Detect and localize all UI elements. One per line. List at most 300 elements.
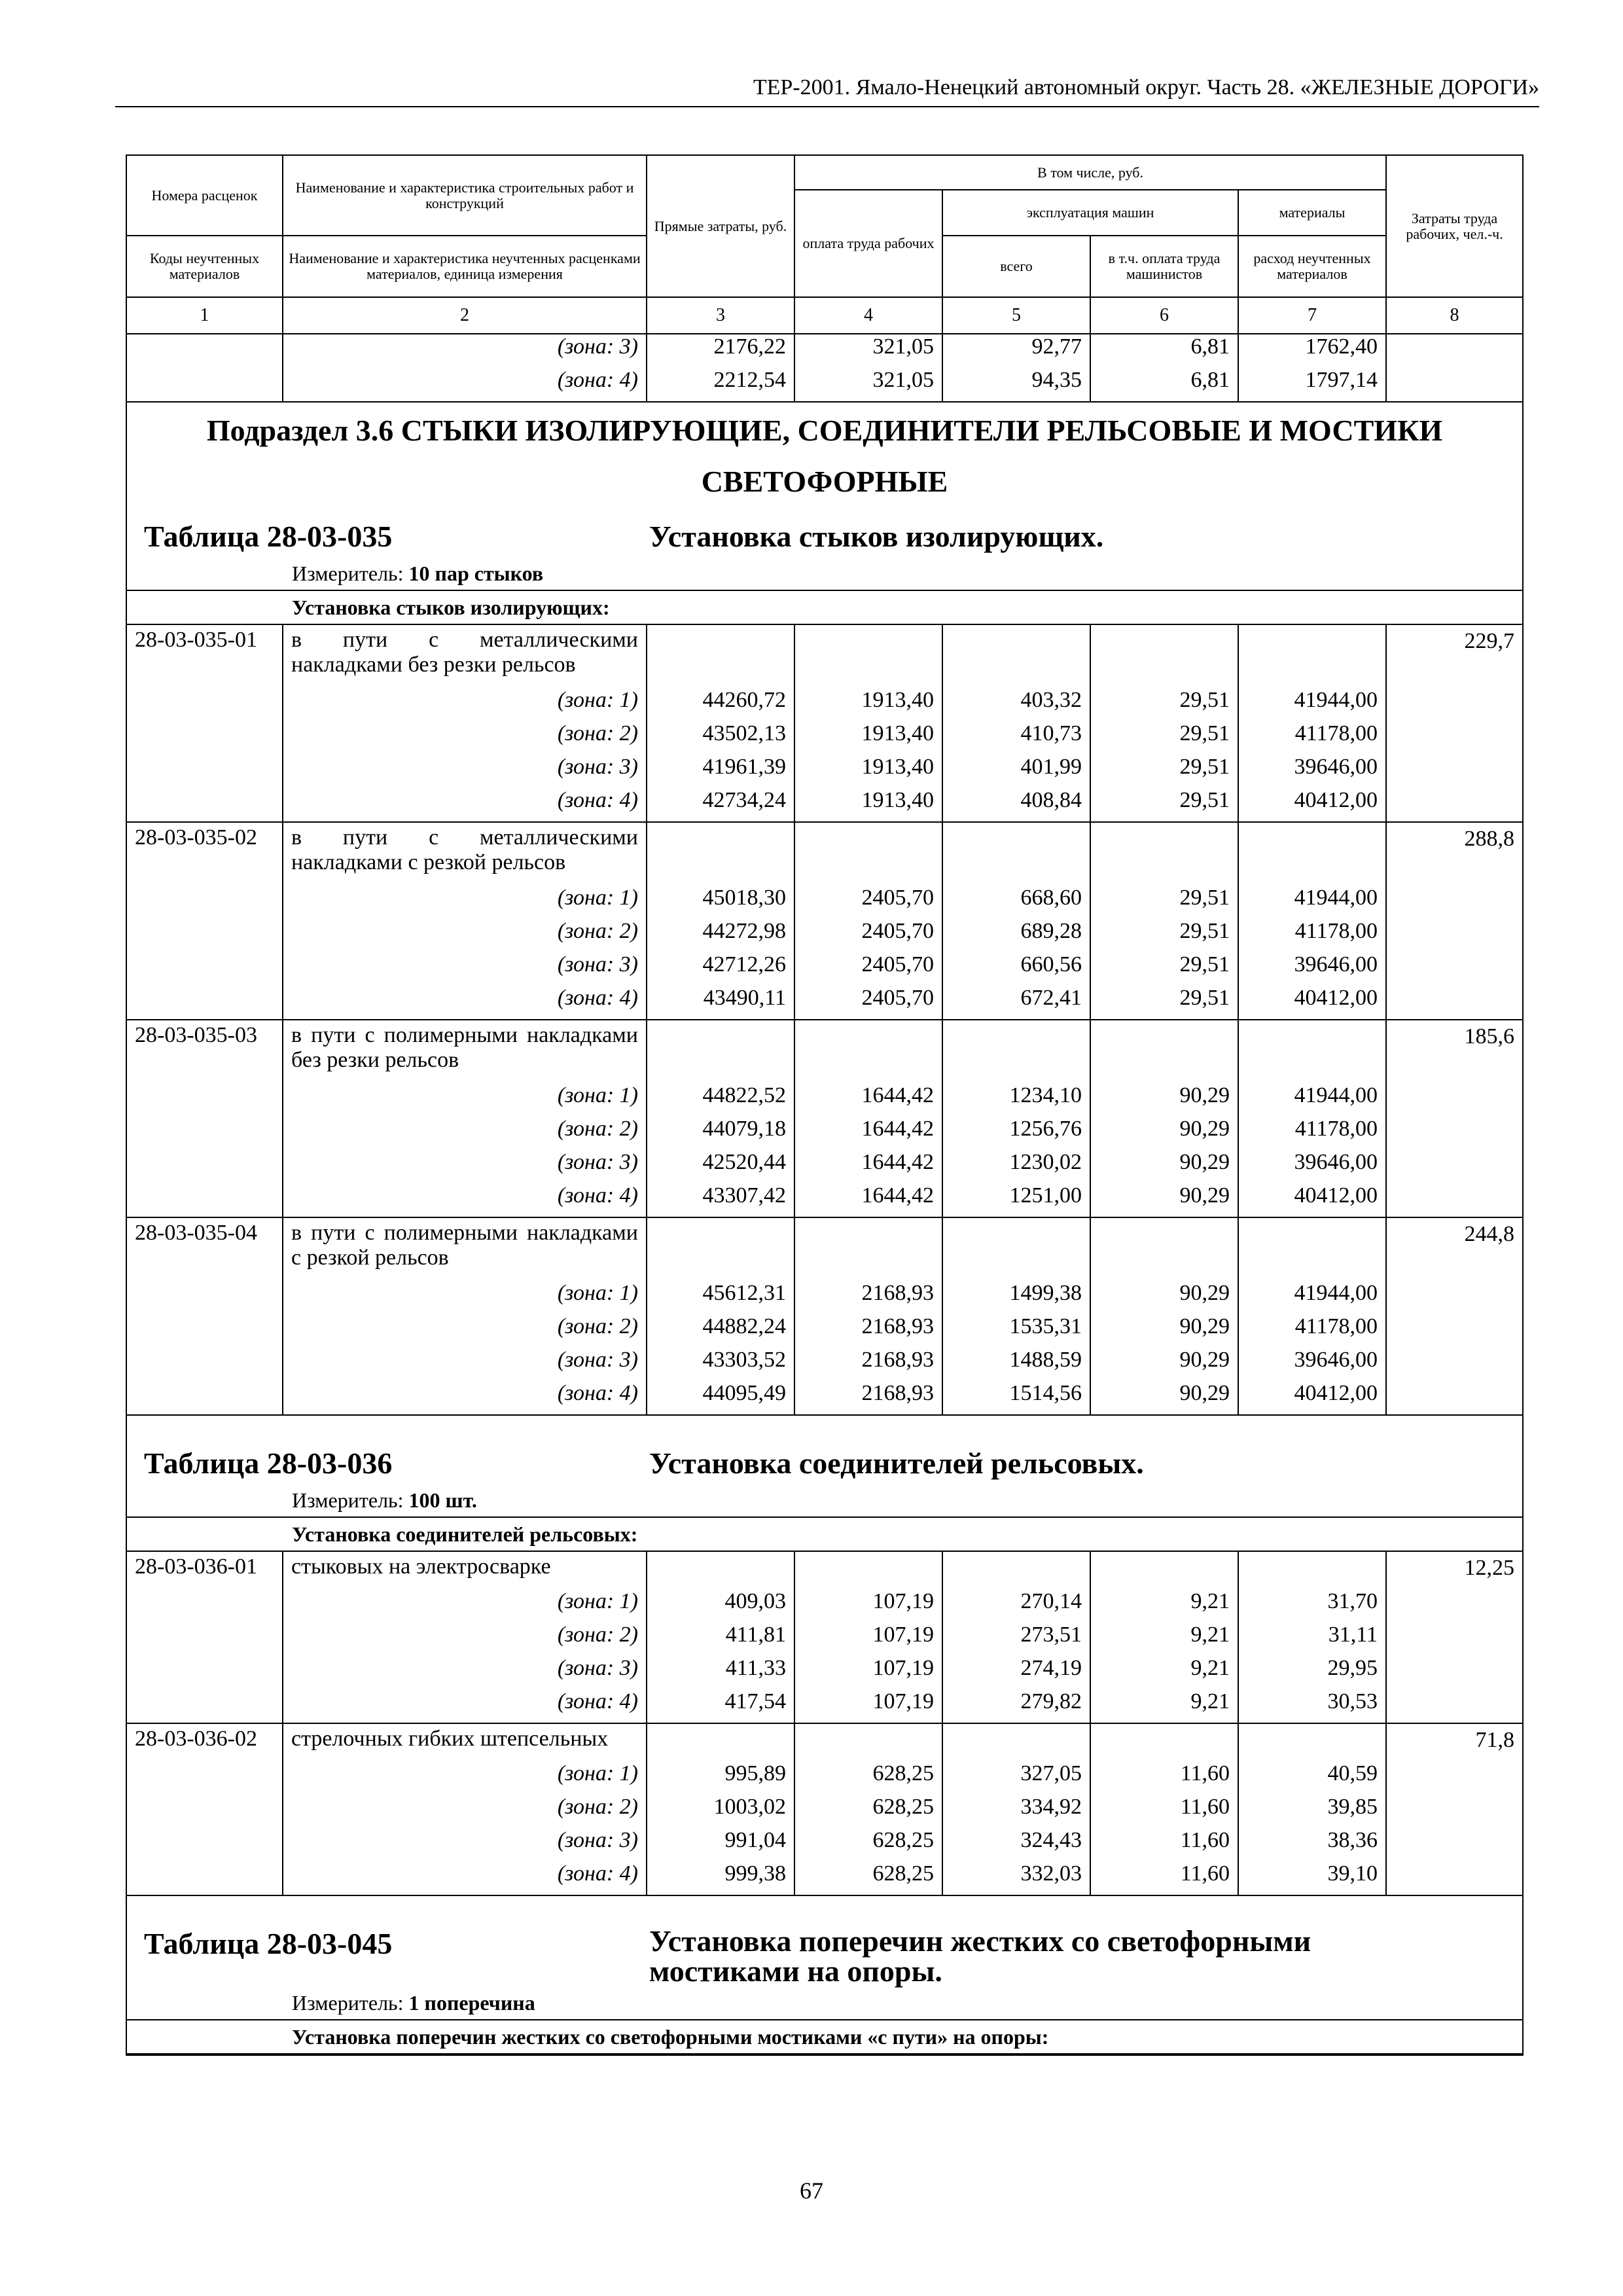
materials-cell: 41944,00 [1238,1083,1386,1117]
zone-row [127,1761,1522,1795]
zone-label: (зона: 3) [283,1348,647,1381]
col-number: 6 [1090,297,1238,333]
empty-cell [647,625,794,688]
direct-cost-cell: 44882,24 [647,1314,794,1348]
machines-cell: 270,14 [942,1589,1090,1623]
operators-wages-cell: 9,21 [1090,1689,1238,1723]
grid-table [127,625,1522,1416]
zone-label: (зона: 2) [283,721,647,755]
empty-cell [942,1217,1090,1281]
col-labor-header: Затраты труда рабочих, чел.-ч. [1386,156,1522,297]
zone-row [127,1314,1522,1348]
machines-cell: 689,28 [942,919,1090,952]
labor-cell [1386,1348,1522,1381]
wages-cell: 2168,93 [794,1314,942,1348]
materials-cell: 30,53 [1238,1689,1386,1723]
zone-row [127,1689,1522,1723]
materials-cell: 39646,00 [1238,952,1386,986]
direct-cost-cell: 44272,98 [647,919,794,952]
labor-cost: 185,6 [1386,1020,1522,1083]
materials-cell: 40412,00 [1238,986,1386,1020]
operators-wages-cell: 11,60 [1090,1761,1238,1795]
zone-label: (зона: 4) [283,1183,647,1217]
materials-cell: 41178,00 [1238,919,1386,952]
operators-wages-cell: 90,29 [1090,1150,1238,1183]
operators-wages-cell: 90,29 [1090,1381,1238,1415]
table-number: Таблица 28-03-036 [144,1446,393,1480]
wages-cell: 1913,40 [794,755,942,788]
labor-cost: 12,25 [1464,1556,1514,1580]
table-gap [127,1896,1522,1914]
rate-description: стыковых на электросварке [283,1552,647,1589]
col-name-header: Наименование и характеристика строительных работ и конструкций [283,156,647,236]
zone-label: (зона: 4) [283,788,647,822]
rate-description: в пути с полимерными накладками с резкой рельсов [283,1217,647,1281]
code-cell [127,368,283,401]
materials-cell: 41944,00 [1238,886,1386,919]
zone-label: (зона: 4) [283,368,647,401]
wages-cell: 2405,70 [794,986,942,1020]
zone-row [127,1150,1522,1183]
section-title: Подраздел 3.6 СТЫКИ ИЗОЛИРУЮЩИЕ, СОЕДИНИТЕЛИ РЕЛЬСОВЫЕ И МОСТИКИ СВЕТОФОРНЫЕ [127,401,1522,507]
code-cell [127,334,283,368]
empty-cell [1090,1020,1238,1083]
col-number: 1 [127,297,283,333]
wages-cell: 1913,40 [794,788,942,822]
measure-unit: 100 шт. [408,1488,477,1512]
col-wages-header: оплата труда рабочих [794,190,942,297]
machines-header: эксплуатация машин [942,190,1238,236]
materials-cell: 41944,00 [1238,1281,1386,1314]
empty-cell [1090,1217,1238,1281]
wages-cell: 1913,40 [794,721,942,755]
empty-cell [794,1552,942,1589]
materials-cell: 31,70 [1238,1589,1386,1623]
materials-cell: 39,10 [1238,1861,1386,1895]
empty-cell [647,1723,794,1761]
operators-wages-cell: 9,21 [1090,1656,1238,1689]
empty-cell [1238,1723,1386,1761]
labor-cell [1386,1083,1522,1117]
direct-cost-cell: 43307,42 [647,1183,794,1217]
labor-cell [1386,1656,1522,1689]
empty-cell [942,1552,1090,1589]
labor-cell [1386,1828,1522,1861]
empty-cell [1090,1552,1238,1589]
code-cell [127,1150,283,1183]
measure-line [127,1485,1522,1516]
code-cell [127,1761,283,1795]
direct-cost-cell: 44079,18 [647,1117,794,1150]
code-cell [127,1656,283,1689]
empty-cell [794,1217,942,1281]
direct-cost-cell: 44260,72 [647,688,794,721]
zone-row [127,1281,1522,1314]
rate-code: 28-03-035-01 [127,625,283,688]
rate-row [127,1552,1522,1589]
table-number: Таблица 28-03-035 [144,520,393,553]
machines-cell: 274,19 [942,1656,1090,1689]
wages-cell: 628,25 [794,1861,942,1895]
rates-table [126,154,1524,2056]
labor-cell [1386,986,1522,1020]
machines-cell: 334,92 [942,1795,1090,1828]
zone-label: (зона: 3) [283,1656,647,1689]
direct-cost-cell: 43490,11 [647,986,794,1020]
machines-cell: 327,05 [942,1761,1090,1795]
labor-cost: 229,7 [1464,629,1514,653]
labor-cell [1386,1381,1522,1415]
zone-label: (зона: 2) [283,1795,647,1828]
zone-label: (зона: 1) [283,1281,647,1314]
machines-cell: 332,03 [942,1861,1090,1895]
zone-label: (зона: 3) [283,1828,647,1861]
labor-cell [1386,1589,1522,1623]
wages-cell: 628,25 [794,1795,942,1828]
rate-description: стрелочных гибких штепсельных [283,1723,647,1761]
table-heading [127,1914,1522,1988]
zone-label: (зона: 1) [283,886,647,919]
table-number: Таблица 28-03-045 [144,1927,393,1960]
wages-cell: 2405,70 [794,919,942,952]
zone-row [127,788,1522,822]
materials-cell: 41178,00 [1238,721,1386,755]
wages-cell: 628,25 [794,1828,942,1861]
operators-wages-cell: 29,51 [1090,952,1238,986]
table-subtitle: Установка соединителей рельсовых: [127,1516,1522,1552]
zone-row [127,986,1522,1020]
direct-cost-cell: 411,33 [647,1656,794,1689]
empty-cell [1090,1723,1238,1761]
rate-description: в пути с металлическими накладками с резкой рельсов [283,822,647,886]
code-cell [127,886,283,919]
machines-cell: 1499,38 [942,1281,1090,1314]
wages-cell: 2168,93 [794,1281,942,1314]
labor-cell [1386,1623,1522,1656]
code-cell [127,1183,283,1217]
code-cell [127,919,283,952]
zone-label: (зона: 4) [283,986,647,1020]
labor-cell [1386,368,1522,401]
zone-label: (зона: 1) [283,1589,647,1623]
operators-wages-cell: 6,81 [1090,368,1238,401]
empty-cell [647,1217,794,1281]
code-cell [127,1589,283,1623]
materials-cell: 40412,00 [1238,1183,1386,1217]
empty-cell [1090,625,1238,688]
empty-cell [1090,822,1238,886]
measure-line [127,558,1522,590]
col-machines-total-header: всего [942,236,1090,297]
materials-cell: 40412,00 [1238,788,1386,822]
zone-label: (зона: 2) [283,1314,647,1348]
labor-cell [1386,1689,1522,1723]
empty-cell [647,822,794,886]
grid-table [127,1552,1522,1896]
materials-cell: 39646,00 [1238,755,1386,788]
zone-label: (зона: 4) [283,1689,647,1723]
col-number: 4 [794,297,942,333]
empty-cell [942,822,1090,886]
machines-cell: 672,41 [942,986,1090,1020]
zone-row [127,1828,1522,1861]
materials-cell: 31,11 [1238,1623,1386,1656]
labor-cell [1386,886,1522,919]
wages-cell: 2405,70 [794,886,942,919]
labor-cell [1386,1117,1522,1150]
measure-line [127,1988,1522,2019]
materials-cell: 1762,40 [1238,334,1386,368]
empty-cell [1238,1552,1386,1589]
zone-label: (зона: 4) [283,1381,647,1415]
page-number: 67 [800,2178,823,2204]
carry-over-rows [127,333,1522,401]
col-number: 7 [1238,297,1386,333]
rate-row [127,1020,1522,1083]
zone-label: (зона: 1) [283,1083,647,1117]
zone-row [127,1381,1522,1415]
direct-cost-cell: 2212,54 [647,368,794,401]
wages-cell: 1644,42 [794,1083,942,1117]
machines-cell: 1234,10 [942,1083,1090,1117]
zone-row [127,1117,1522,1150]
machines-cell: 403,32 [942,688,1090,721]
code-cell [127,986,283,1020]
zone-label: (зона: 1) [283,1761,647,1795]
column-numbers [127,297,1522,333]
zone-label: (зона: 1) [283,688,647,721]
direct-cost-cell: 41961,39 [647,755,794,788]
zone-label: (зона: 3) [283,952,647,986]
zone-row [127,919,1522,952]
operators-wages-cell: 29,51 [1090,788,1238,822]
zone-row [127,368,1522,401]
direct-cost-cell: 999,38 [647,1861,794,1895]
zone-row [127,886,1522,919]
wages-cell: 2405,70 [794,952,942,986]
operators-wages-cell: 29,51 [1090,721,1238,755]
rate-tables [127,507,1522,2054]
direct-cost-cell: 1003,02 [647,1795,794,1828]
zone-row [127,1861,1522,1895]
direct-cost-cell: 411,81 [647,1623,794,1656]
operators-wages-cell: 29,51 [1090,986,1238,1020]
machines-cell: 94,35 [942,368,1090,401]
labor-cell [1386,919,1522,952]
direct-cost-cell: 991,04 [647,1828,794,1861]
rate-row [127,822,1522,886]
table-subtitle: Установка поперечин жестких со светофорными мостиками «с пути» на опоры: [127,2019,1522,2054]
zone-row [127,1795,1522,1828]
measure-unit: 10 пар стыков [408,562,544,585]
materials-cell: 38,36 [1238,1828,1386,1861]
labor-cell [1386,1183,1522,1217]
labor-cost: 71,8 [1386,1723,1522,1761]
measure-unit: 1 поперечина [408,1991,535,2015]
labor-cell [1386,1281,1522,1314]
wages-cell: 2168,93 [794,1348,942,1381]
machines-cell: 273,51 [942,1623,1090,1656]
col-number: 2 [283,297,647,333]
labor-cell [1386,755,1522,788]
empty-cell [794,822,942,886]
table-name: Установка поперечин жестких со светофорными мостиками на опоры. [649,1924,1311,1988]
wages-cell: 107,19 [794,1623,942,1656]
machines-cell: 1230,02 [942,1150,1090,1183]
rate-code: 28-03-035-03 [127,1020,283,1083]
machines-cell: 1535,31 [942,1314,1090,1348]
zone-row [127,721,1522,755]
code-cell [127,1795,283,1828]
code-cell [127,1689,283,1723]
zone-row [127,952,1522,986]
wages-cell: 628,25 [794,1761,942,1795]
direct-cost-cell: 44095,49 [647,1381,794,1415]
materials-header: материалы [1238,190,1386,236]
col-materials-use-header: расход неучтенных материалов [1238,236,1386,297]
rate-description: в пути с металлическими накладками без резки рельсов [283,625,647,688]
rate-row [127,625,1522,688]
table-subtitle: Установка стыков изолирующих: [127,590,1522,625]
zone-row [127,334,1522,368]
zone-row [127,755,1522,788]
direct-cost-cell: 42520,44 [647,1150,794,1183]
wages-cell: 107,19 [794,1689,942,1723]
operators-wages-cell: 90,29 [1090,1083,1238,1117]
col-number: 5 [942,297,1090,333]
col-number: 8 [1386,297,1522,333]
materials-cell: 40,59 [1238,1761,1386,1795]
materials-cell: 29,95 [1238,1656,1386,1689]
machines-cell: 660,56 [942,952,1090,986]
code-cell [127,688,283,721]
direct-cost-cell: 43502,13 [647,721,794,755]
labor-cost: 288,8 [1386,822,1522,886]
empty-cell [794,1020,942,1083]
machines-cell: 279,82 [942,1689,1090,1723]
labor-cell [1386,334,1522,368]
labor-cell [1386,952,1522,986]
wages-cell: 321,05 [794,368,942,401]
machines-cell: 1251,00 [942,1183,1090,1217]
labor-cell [1386,1795,1522,1828]
col-codes-header: Номера расценок [127,156,283,236]
code-cell [127,952,283,986]
labor-cell [1386,1314,1522,1348]
operators-wages-cell: 9,21 [1090,1623,1238,1656]
code-cell [127,1281,283,1314]
operators-wages-cell: 9,21 [1090,1589,1238,1623]
zone-label: (зона: 3) [283,1150,647,1183]
labor-cell [1386,688,1522,721]
operators-wages-cell: 90,29 [1090,1348,1238,1381]
code-cell [127,1623,283,1656]
empty-cell [1238,1020,1386,1083]
wages-cell: 107,19 [794,1656,942,1689]
code-cell [127,1381,283,1415]
machines-cell: 401,99 [942,755,1090,788]
col-direct-header: Прямые затраты, руб. [647,156,794,297]
grid-table [127,333,1522,401]
materials-cell: 39646,00 [1238,1348,1386,1381]
zone-label: (зона: 2) [283,1117,647,1150]
direct-cost-cell: 45612,31 [647,1281,794,1314]
operators-wages-cell: 29,51 [1090,688,1238,721]
zone-row [127,1083,1522,1117]
empty-cell [647,1020,794,1083]
code-cell [127,1117,283,1150]
operators-wages-cell: 29,51 [1090,755,1238,788]
table-gap [127,1416,1522,1434]
code-cell [127,1861,283,1895]
direct-cost-cell: 417,54 [647,1689,794,1723]
machines-cell: 92,77 [942,334,1090,368]
direct-cost-cell: 42734,24 [647,788,794,822]
materials-cell: 39646,00 [1238,1150,1386,1183]
operators-wages-cell: 6,81 [1090,334,1238,368]
code-cell [127,1314,283,1348]
empty-cell [942,1723,1090,1761]
machines-cell: 1514,56 [942,1381,1090,1415]
zone-row [127,1348,1522,1381]
rate-code: 28-03-036-01 [127,1552,283,1589]
direct-cost-cell: 44822,52 [647,1083,794,1117]
empty-cell [794,1723,942,1761]
labor-cost: 244,8 [1386,1217,1522,1281]
zone-row [127,1656,1522,1689]
operators-wages-cell: 11,60 [1090,1861,1238,1895]
zone-row [127,1183,1522,1217]
table-heading [127,507,1522,558]
table-name: Установка соединителей рельсовых. [649,1446,1144,1480]
rate-row [127,1723,1522,1761]
materials-cell: 41178,00 [1238,1117,1386,1150]
rate-code: 28-03-035-02 [127,822,283,886]
labor-cell [1386,788,1522,822]
operators-wages-cell: 90,29 [1090,1183,1238,1217]
zone-label: (зона: 3) [283,334,647,368]
labor-cell [1386,1861,1522,1895]
operators-wages-cell: 11,60 [1090,1828,1238,1861]
code-cell [127,755,283,788]
table-heading [127,1434,1522,1485]
machines-cell: 324,43 [942,1828,1090,1861]
materials-cell: 40412,00 [1238,1381,1386,1415]
wages-cell: 107,19 [794,1589,942,1623]
rate-code: 28-03-035-04 [127,1217,283,1281]
materials-cell: 41178,00 [1238,1314,1386,1348]
wages-cell: 1644,42 [794,1150,942,1183]
code-cell [127,1083,283,1117]
machines-cell: 410,73 [942,721,1090,755]
zone-label: (зона: 4) [283,1861,647,1895]
empty-cell [794,625,942,688]
operators-wages-cell: 29,51 [1090,886,1238,919]
empty-cell [942,1020,1090,1083]
zone-row [127,688,1522,721]
direct-cost-cell: 45018,30 [647,886,794,919]
zone-label: (зона: 2) [283,919,647,952]
empty-cell [1238,625,1386,688]
labor-cell [1386,1761,1522,1795]
materials-cell: 39,85 [1238,1795,1386,1828]
direct-cost-cell: 43303,52 [647,1348,794,1381]
code-cell [127,1828,283,1861]
rate-description: в пути с полимерными накладками без резки рельсов [283,1020,647,1083]
table-name: Установка стыков изолирующих. [649,520,1104,553]
materials-cell: 41944,00 [1238,688,1386,721]
operators-wages-cell: 90,29 [1090,1281,1238,1314]
